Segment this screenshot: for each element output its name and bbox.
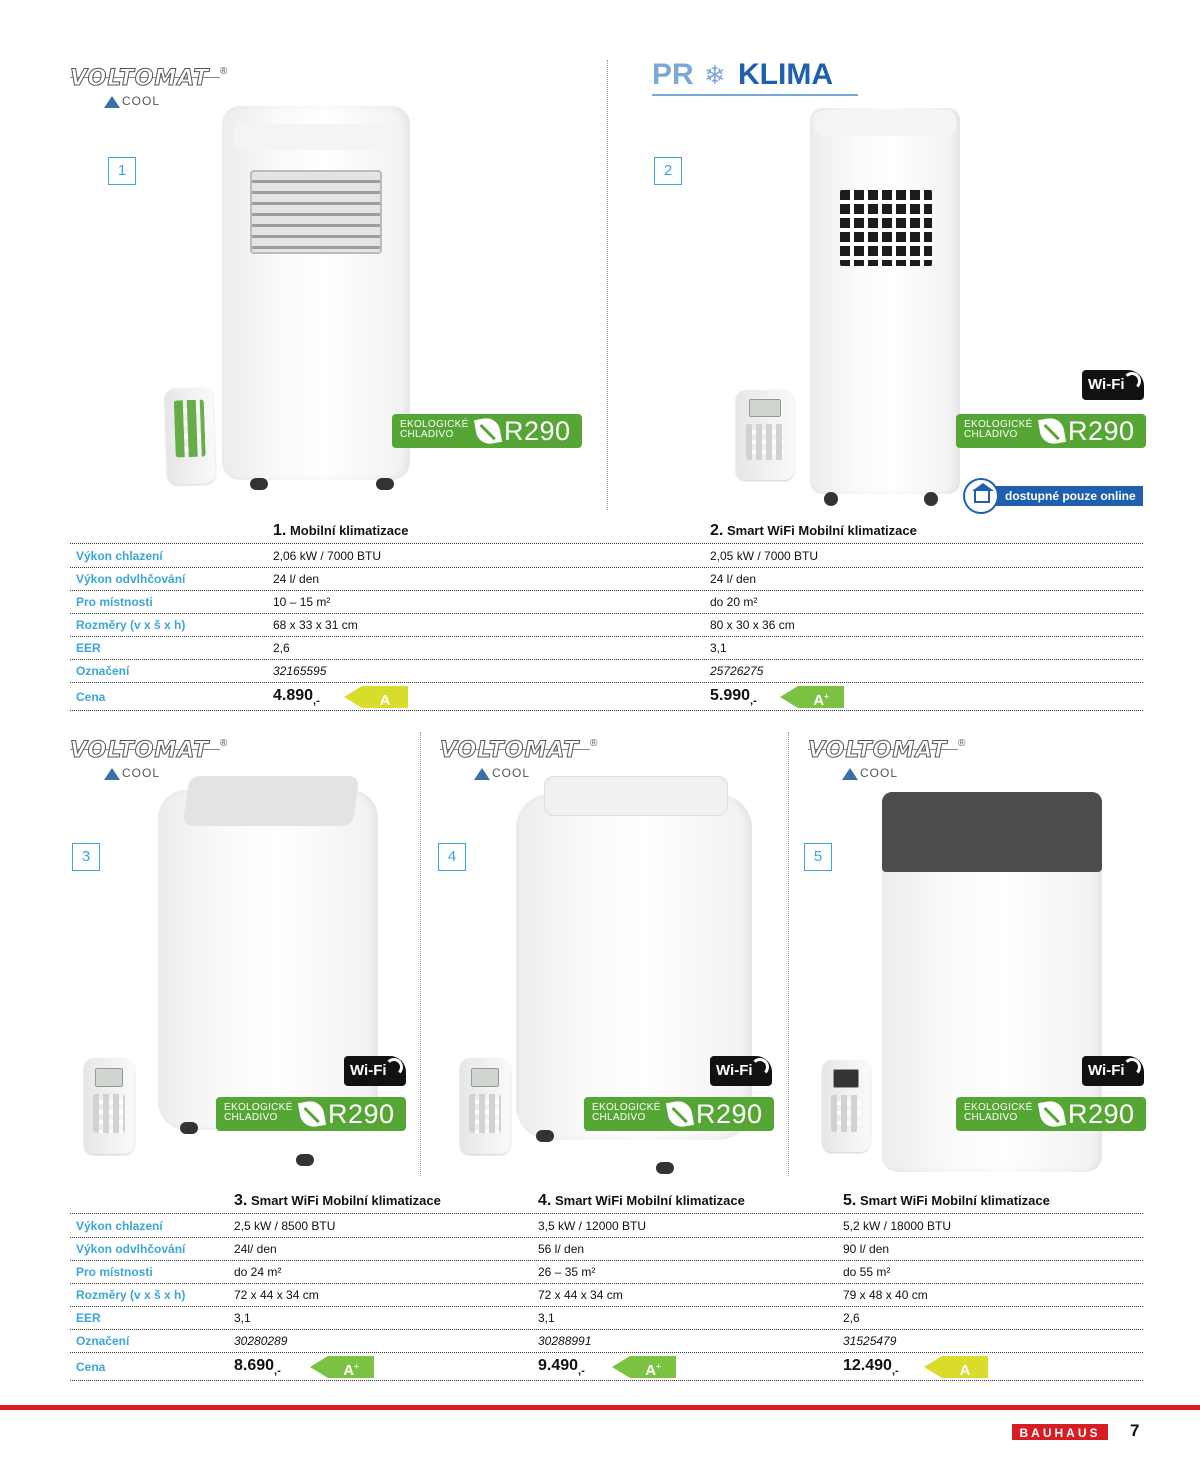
product-number-4: 4 [438,843,466,871]
spec-row-rooms: Pro místnosti do 24 m² 26 – 35 m² do 55 m² [70,1261,1143,1284]
energy-class-badge: A [924,1356,988,1378]
leaf-icon [1038,1099,1066,1129]
spec-row-rooms: Pro místnosti 10 – 15 m² do 20 m² [70,591,1143,614]
online-only-badge: dostupné pouze online [963,478,1143,514]
voltomat-logo: VOLTOMAT ® COOL [440,738,598,780]
product-title-3: 3. Smart WiFi Mobilní klimatizace [234,1192,441,1209]
spec-row-dehumid: Výkon odvlhčování 24 l/ den 24 l/ den [70,568,1143,591]
spec-row-code: Označení 30280289 30288991 31525479 [70,1330,1143,1353]
wifi-badge: Wi-Fi [710,1056,772,1086]
cool-triangle-icon [104,96,120,108]
spec-row-eer: EER 3,1 3,1 2,6 [70,1307,1143,1330]
bauhaus-logo: BAUHAUS [1012,1424,1108,1440]
wifi-icon [1123,1058,1141,1076]
proklima-logo: PR ❄ KLIMA [652,58,862,98]
spec-row-cooling: Výkon chlazení 2,06 kW / 7000 BTU 2,05 kW / 7000 BTU [70,545,1143,568]
eco-refrigerant-badge: EKOLOGICKÉ CHLADIVO R290 [956,414,1146,448]
product-number-5: 5 [804,843,832,871]
spec-row-dims: Rozměry (v x š x h) 72 x 44 x 34 cm 72 x 44 x 34 cm 79 x 48 x 40 cm [70,1284,1143,1307]
column-divider [420,732,421,1176]
wifi-icon [751,1058,769,1076]
leaf-icon [666,1099,694,1129]
leaf-icon [1038,416,1066,446]
leaf-icon [298,1099,326,1129]
eco-refrigerant-badge: EKOLOGICKÉ CHLADIVO R290 [216,1097,406,1131]
product-number-1: 1 [108,157,136,185]
eco-refrigerant-badge: EKOLOGICKÉ CHLADIVO R290 [956,1097,1146,1131]
voltomat-logo: VOLTOMAT ® COOL [808,738,966,780]
spec-row-eer: EER 2,6 3,1 [70,637,1143,660]
wifi-icon [1123,372,1141,390]
snowflake-icon: ❄ [704,60,726,90]
energy-class-badge: A+ [780,686,844,708]
spec-row-price: Cena $4.890_{,-}$ $5.990_{,-}$ [70,683,1143,711]
wifi-badge: Wi-Fi [1082,1056,1144,1086]
column-divider [607,60,608,510]
product-number-3: 3 [72,843,100,871]
voltomat-logo: VOLTOMAT ® COOL [70,66,228,108]
leaf-icon [474,416,502,446]
product-number-2: 2 [654,157,682,185]
wifi-badge: Wi-Fi [344,1056,406,1086]
spec-row-dehumid: Výkon odvlhčování 24l/ den 56 l/ den 90 l/ den [70,1238,1143,1261]
eco-refrigerant-badge: EKOLOGICKÉ CHLADIVO R290 [584,1097,774,1131]
product-title-1: 1. Mobilní klimatizace [273,522,409,539]
spec-row-code: Označení 32165595 25726275 [70,660,1143,683]
energy-class-badge: A+ [612,1356,676,1378]
wifi-badge: Wi-Fi [1082,370,1144,400]
product-title-5: 5. Smart WiFi Mobilní klimatizace [843,1192,1050,1209]
energy-class-badge: A+ [310,1356,374,1378]
spec-row-price: Cena $8.690_{,-}$ $9.490_{,-}$ $12.490_{,-}$ [70,1353,1143,1381]
energy-class-badge: A [344,686,408,708]
product-image-2 [730,100,980,510]
spec-row-cooling: Výkon chlazení 2,5 kW / 8500 BTU 3,5 kW / 12000 BTU 5,2 kW / 18000 BTU [70,1215,1143,1238]
voltomat-logo: VOLTOMAT ® COOL [70,738,228,780]
product-title-4: 4. Smart WiFi Mobilní klimatizace [538,1192,745,1209]
column-divider [788,732,789,1176]
page-number: 7 [1130,1421,1140,1440]
product-title-2: 2. Smart WiFi Mobilní klimatizace [710,522,917,539]
spec-header-line [70,1192,1143,1214]
wifi-icon [385,1058,403,1076]
spec-row-dims: Rozměry (v x š x h) 68 x 33 x 31 cm 80 x 30 x 36 cm [70,614,1143,637]
eco-refrigerant-badge: EKOLOGICKÉ CHLADIVO R290 [392,414,582,448]
spec-header-line [70,522,1143,544]
footer-rule [0,1405,1200,1410]
